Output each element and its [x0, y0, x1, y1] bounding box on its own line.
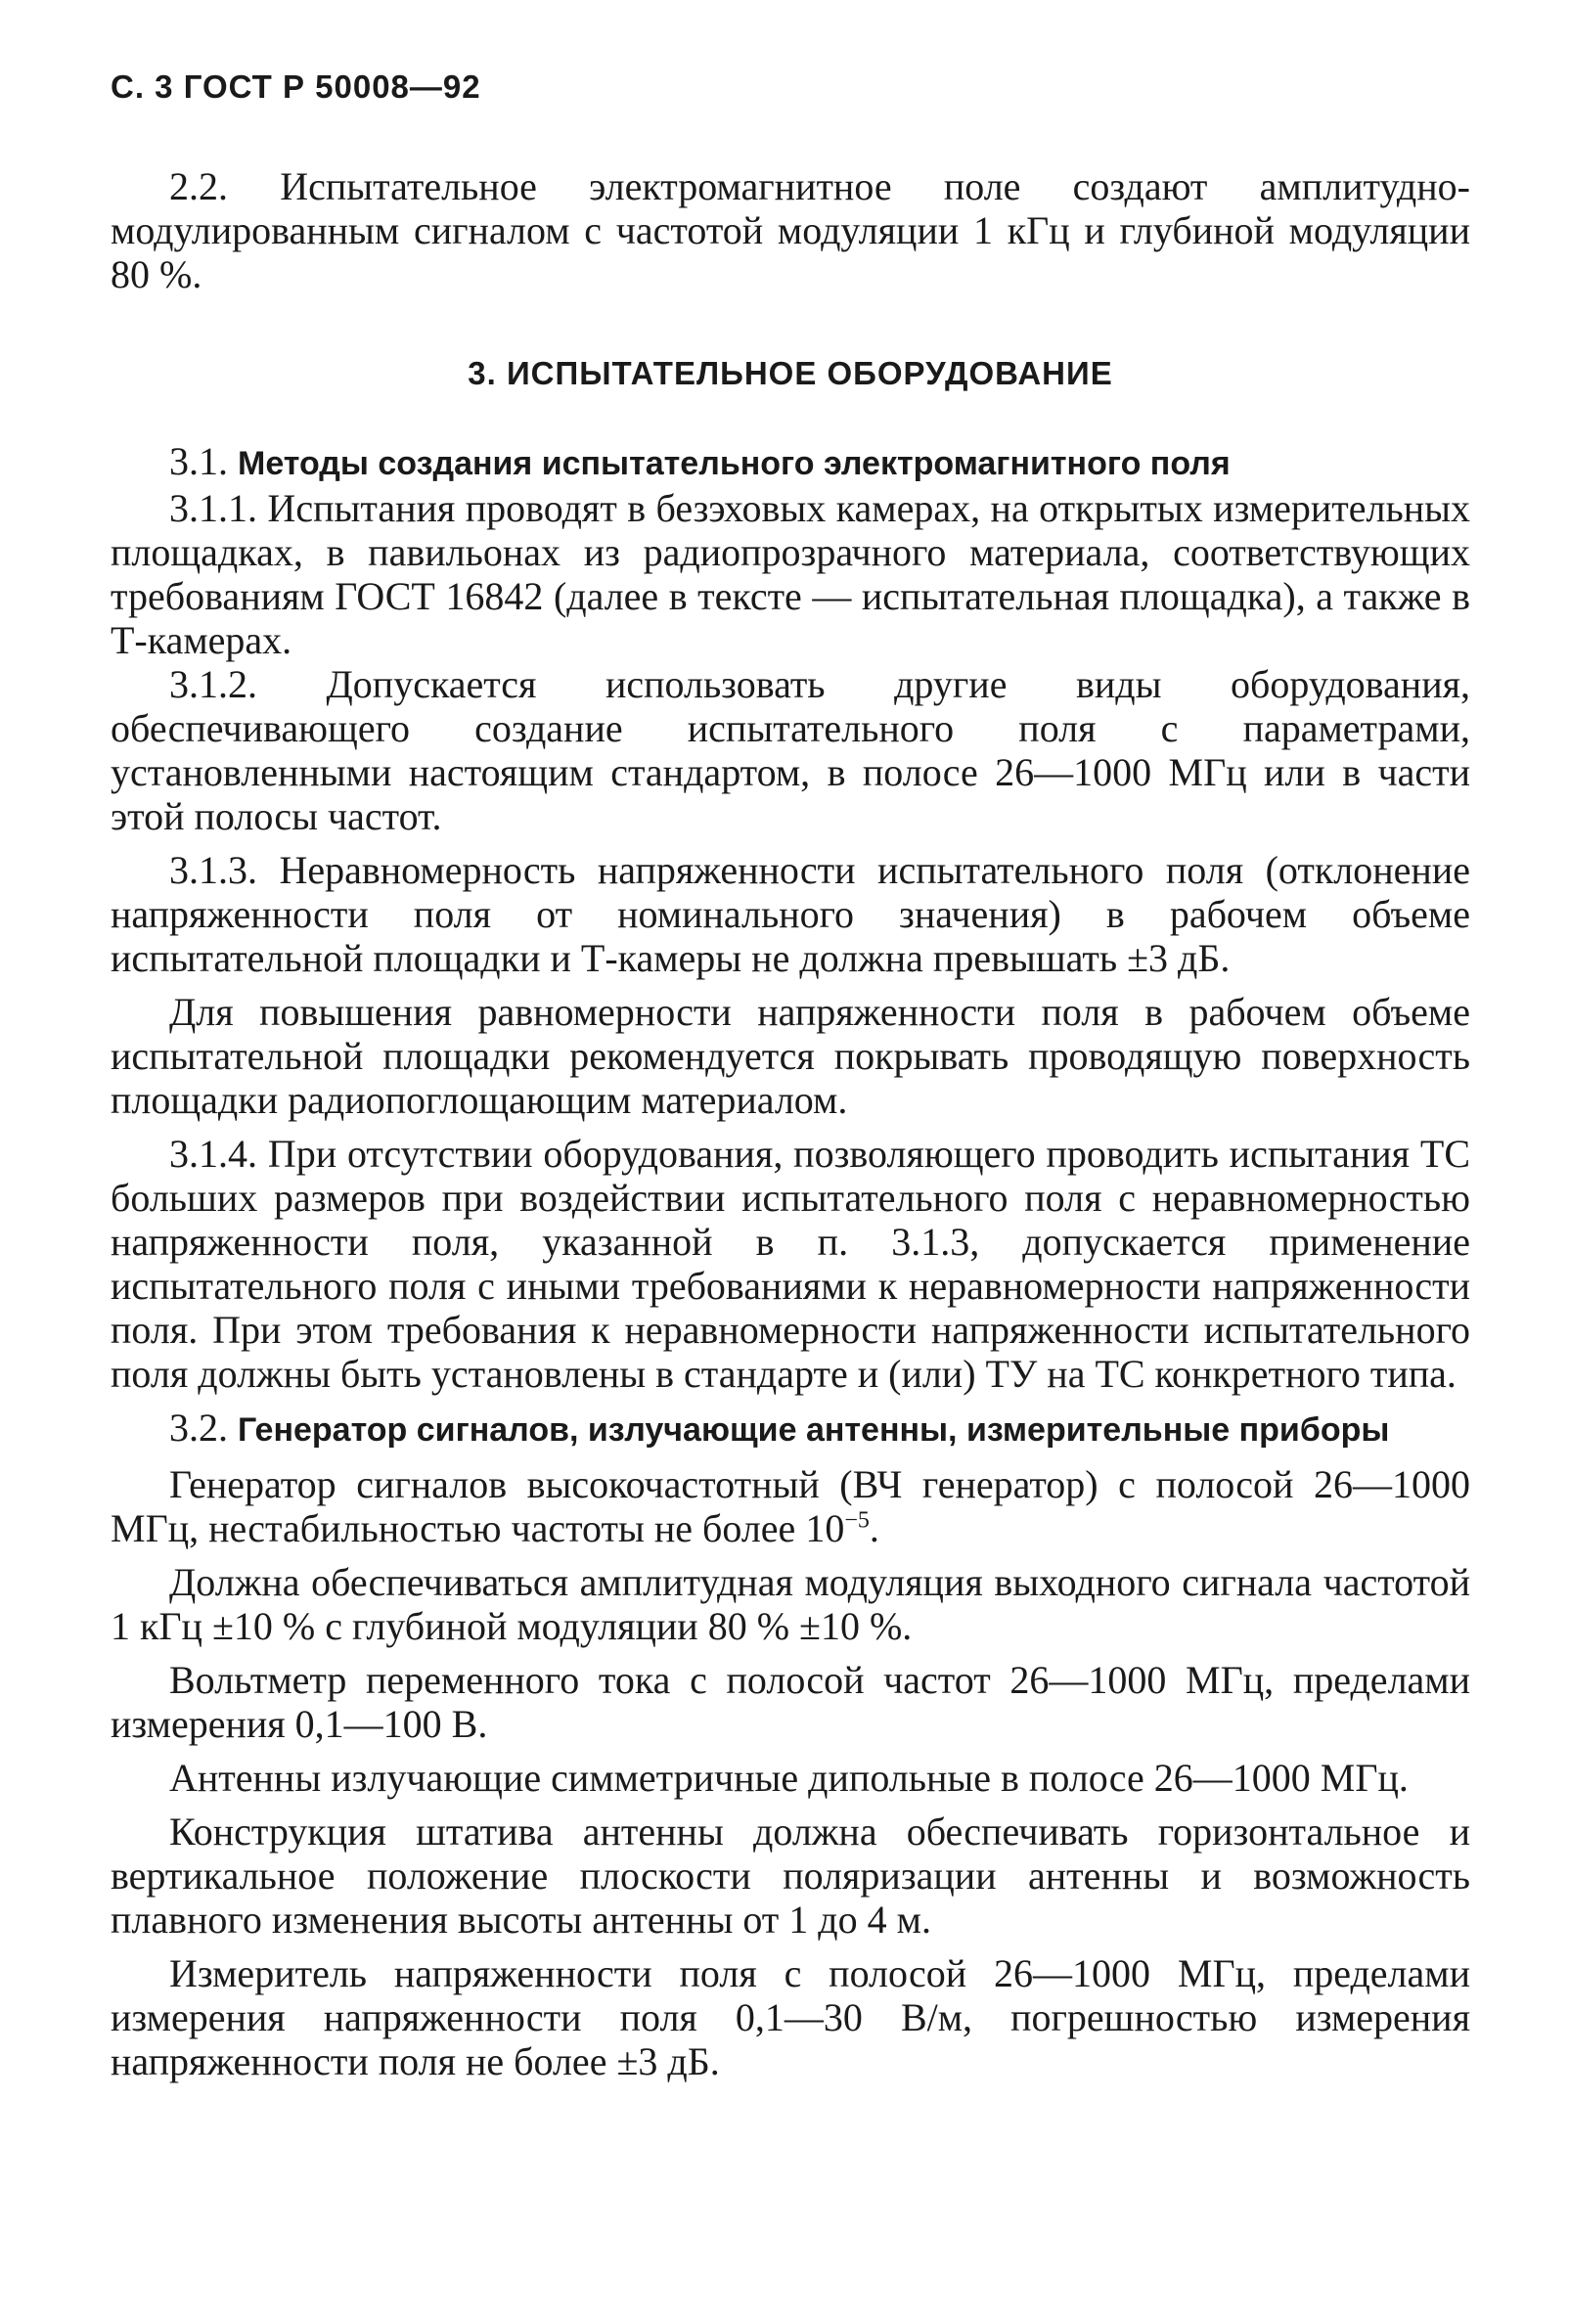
- paragraph-modulation: Должна обеспечиваться амплитудная модуляция выходного сигнала частотой 1 кГц ±10 % с глубиной модуляции 80 % ±10 %.: [111, 1560, 1470, 1648]
- paragraph-3-1-1: 3.1.1. Испытания проводят в безэховых камерах, на открытых измерительных площадках, в павильонах из радиопрозрачного материала, соответствующих требованиям ГОСТ 16842 (далее в тексте — испытательная площадка), а также в Т-камерах.: [111, 486, 1470, 662]
- paragraph-3-1-3: 3.1.3. Неравномерность напряженности испытательного поля (отклонение напряженности поля от номинального значения) в рабочем объеме испытательной площадки и Т-камеры не должна превышать ±3 дБ.: [111, 848, 1470, 980]
- subsection-number: 3.1.: [169, 439, 228, 483]
- subsection-title: Методы создания испытательного электромагнитного поля: [238, 445, 1231, 482]
- document-page: [111, 68, 1470, 2083]
- section-heading-3: 3. ИСПЫТАТЕЛЬНОЕ ОБОРУДОВАНИЕ: [468, 355, 1113, 391]
- paragraph-antenna-mast: Конструкция штатива антенны должна обеспечивать горизонтальное и вертикальное положение плоскости поляризации антенны и возможность плавного изменения высоты антенны от 1 до 4 м.: [111, 1810, 1470, 1942]
- paragraph-generator: [111, 1462, 1470, 1550]
- paragraph-3-1-4: 3.1.4. При отсутствии оборудования, позволяющего проводить испытания ТС больших размеров при воздействии испытательного поля с неравномерностью напряженности поля, указанной в п. 3.1.3, допускается применение испытательного поля с иными требованиями к неравномерности напряженности поля. При этом требования к неравномерности напряженности испытательного поля должны быть установлены в стандарте и (или) ТУ на ТС конкретного типа.: [111, 1132, 1470, 1396]
- paragraph-antennas: Антенны излучающие симметричные дипольные в полосе 26—1000 МГц.: [169, 1756, 1409, 1800]
- paragraph-3-1-2: 3.1.2. Допускается использовать другие виды оборудования, обеспечивающего создание испытательного поля с параметрами, установленными настоящим стандартом, в полосе 26—1000 МГц или в части этой полосы частот.: [111, 662, 1470, 838]
- generator-end: .: [869, 1506, 879, 1550]
- paragraph-2-2: 2.2. Испытательное электромагнитное поле создают амплитудно-модулированным сигналом с частотой модуляции 1 кГц и глубиной модуляции 80 %.: [111, 164, 1470, 296]
- generator-text: Генератор сигналов высокочастотный (ВЧ генератор) с полосой 26—1000 МГц, нестабильностью частоты не более 10: [111, 1462, 1470, 1550]
- subsection-heading-3-1: [111, 439, 1470, 486]
- subsection-number: 3.2.: [169, 1406, 228, 1450]
- subsection-title: Генератор сигналов, излучающие антенны, измерительные приборы: [238, 1411, 1390, 1449]
- paragraph-field-meter: Измеритель напряженности поля с полосой 26—1000 МГц, пределами измерения напряженности поля 0,1—30 В/м, погрешностью измерения напряженности поля не более ±3 дБ.: [111, 1951, 1470, 2083]
- running-header: С. 3 ГОСТ Р 50008—92: [111, 68, 481, 105]
- paragraph-voltmeter: Вольтметр переменного тока с полосой частот 26—1000 МГц, пределами измерения 0,1—100 В.: [111, 1658, 1470, 1746]
- subsection-heading-3-2: [111, 1406, 1470, 1452]
- exponent: −5: [844, 1507, 870, 1534]
- paragraph-3-1-3-note: Для повышения равномерности напряженности поля в рабочем объеме испытательной площадки рекомендуется покрывать проводящую поверхность площадки радиопоглощающим материалом.: [111, 990, 1470, 1122]
